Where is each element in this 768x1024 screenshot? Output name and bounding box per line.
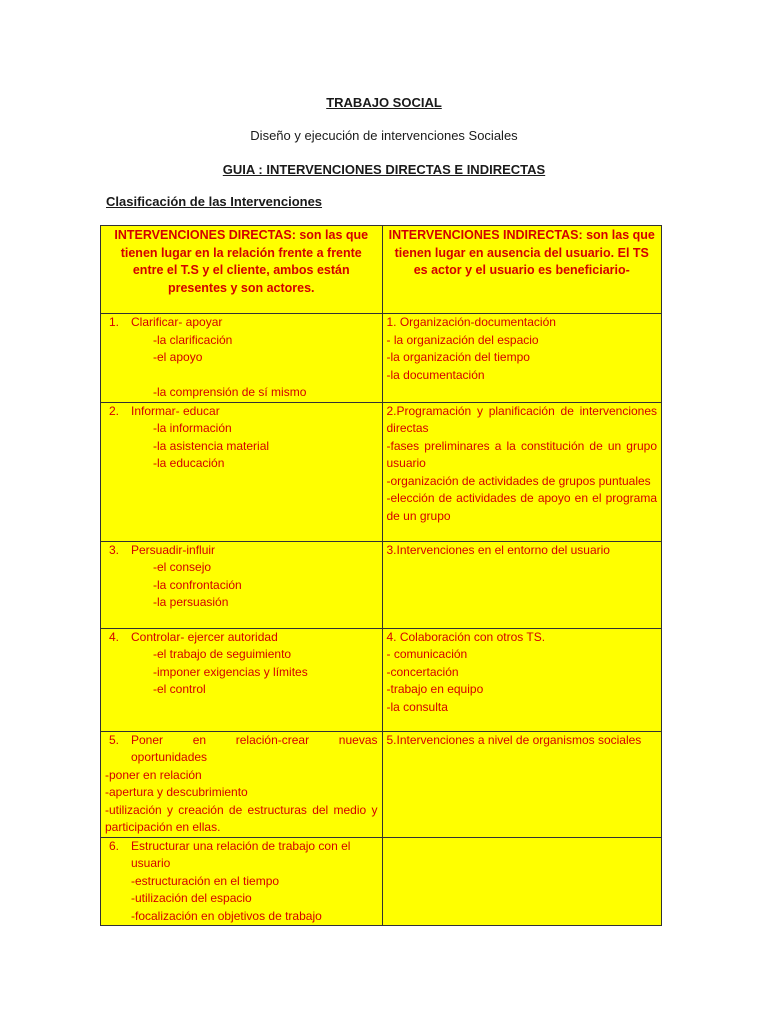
table-row	[101, 837, 662, 926]
table-header-row	[101, 226, 662, 314]
list-item: -concertación	[386, 664, 459, 679]
list-item: -poner en relación	[105, 767, 202, 782]
indirect-cell-6	[382, 837, 662, 926]
list-item: -la consulta	[386, 699, 448, 714]
list-item: -focalización en objetivos de trabajo	[131, 908, 322, 923]
item-title: Clarificar- apoyar	[131, 315, 223, 329]
item-title: 3.Intervenciones en el entorno del usuario	[386, 542, 610, 557]
list-item: -apertura y descubrimiento	[105, 785, 248, 799]
list-item: -la organización del tiempo	[386, 350, 530, 364]
guide-title: GUIA : INTERVENCIONES DIRECTAS E INDIRECTAS	[222, 162, 546, 177]
list-item: - comunicación	[386, 647, 468, 661]
list-item: -la comprensión de sí mismo	[153, 385, 307, 399]
page-subtitle: Diseño y ejecución de intervenciones Sociales	[250, 128, 518, 143]
list-item: -la información	[153, 421, 232, 435]
list-item: -la documentación	[386, 367, 485, 382]
interventions-table	[100, 225, 662, 926]
item-title: 2.Programación y planificación de intervenciones directas	[386, 403, 657, 435]
indirect-cell-2	[382, 402, 662, 541]
direct-cell-3	[101, 541, 383, 628]
table-row	[101, 731, 662, 837]
item-title: Poner en relación-crear nuevas oportunidades	[131, 732, 378, 764]
indirect-cell-4	[382, 628, 662, 731]
table-row	[101, 314, 662, 403]
indirect-cell-3	[382, 541, 662, 628]
item-number: 2.	[109, 403, 120, 418]
list-item: -utilización y creación de estructuras del medio y participación en ellas.	[105, 802, 378, 834]
indirect-cell-1	[382, 314, 662, 403]
item-title: 5.Intervenciones a nivel de organismos sociales	[386, 732, 642, 747]
list-item: -la confrontación	[153, 577, 242, 592]
item-title: Persuadir-influir	[131, 542, 216, 557]
item-title: 4. Colaboración con otros TS.	[386, 629, 546, 644]
header-direct-interventions: INTERVENCIONES DIRECTAS: son las que tienen lugar en la relación frente a frente entre el T.S y el cliente, ambos están presentes y son actores.	[101, 226, 383, 314]
item-title: Informar- educar	[131, 403, 220, 418]
header-indirect-interventions: INTERVENCIONES INDIRECTAS: son las que tienen lugar en ausencia del usuario. El TS es actor y el usuario es beneficiario-	[382, 226, 662, 314]
item-title: 1. Organización-documentación	[386, 315, 556, 329]
item-number: 3.	[109, 542, 120, 557]
table-row	[101, 628, 662, 731]
item-title: Estructurar una relación de trabajo con el usuario	[131, 838, 351, 870]
list-item: -la educación	[153, 456, 225, 470]
list-item: -estructuración en el tiempo	[131, 873, 280, 888]
list-item: -elección de actividades de apoyo en el programa de un grupo	[386, 491, 657, 523]
list-item: -fases preliminares a la constitución de un grupo usuario	[386, 438, 657, 470]
list-item: - la organización del espacio	[386, 332, 539, 347]
section-title: Clasificación de las Intervenciones	[106, 194, 323, 209]
list-item: -la persuasión	[153, 595, 229, 609]
direct-cell-6	[101, 837, 383, 926]
item-number: 6.	[109, 838, 120, 853]
indirect-cell-5	[382, 731, 662, 837]
list-item: -la asistencia material	[153, 438, 270, 453]
direct-cell-5	[101, 731, 383, 837]
list-item: -el consejo	[153, 560, 212, 574]
list-item: -la clarificación	[153, 332, 233, 347]
list-item: -organización de actividades de grupos puntuales	[386, 473, 651, 488]
table-row	[101, 402, 662, 541]
item-number: 5.	[109, 732, 120, 747]
direct-cell-2	[101, 402, 383, 541]
table-row	[101, 541, 662, 628]
item-title: Controlar- ejercer autoridad	[131, 629, 278, 644]
item-number: 1.	[109, 315, 120, 329]
list-item: -el apoyo	[153, 350, 203, 364]
list-item: -el trabajo de seguimiento	[153, 647, 292, 661]
page-title: TRABAJO SOCIAL	[326, 95, 442, 110]
list-item: -imponer exigencias y límites	[153, 664, 308, 679]
list-item: -utilización del espacio	[131, 891, 252, 905]
item-number: 4.	[109, 629, 120, 644]
list-item: -el control	[153, 682, 206, 696]
direct-cell-4	[101, 628, 383, 731]
direct-cell-1	[101, 314, 383, 403]
list-item: -trabajo en equipo	[386, 682, 484, 696]
